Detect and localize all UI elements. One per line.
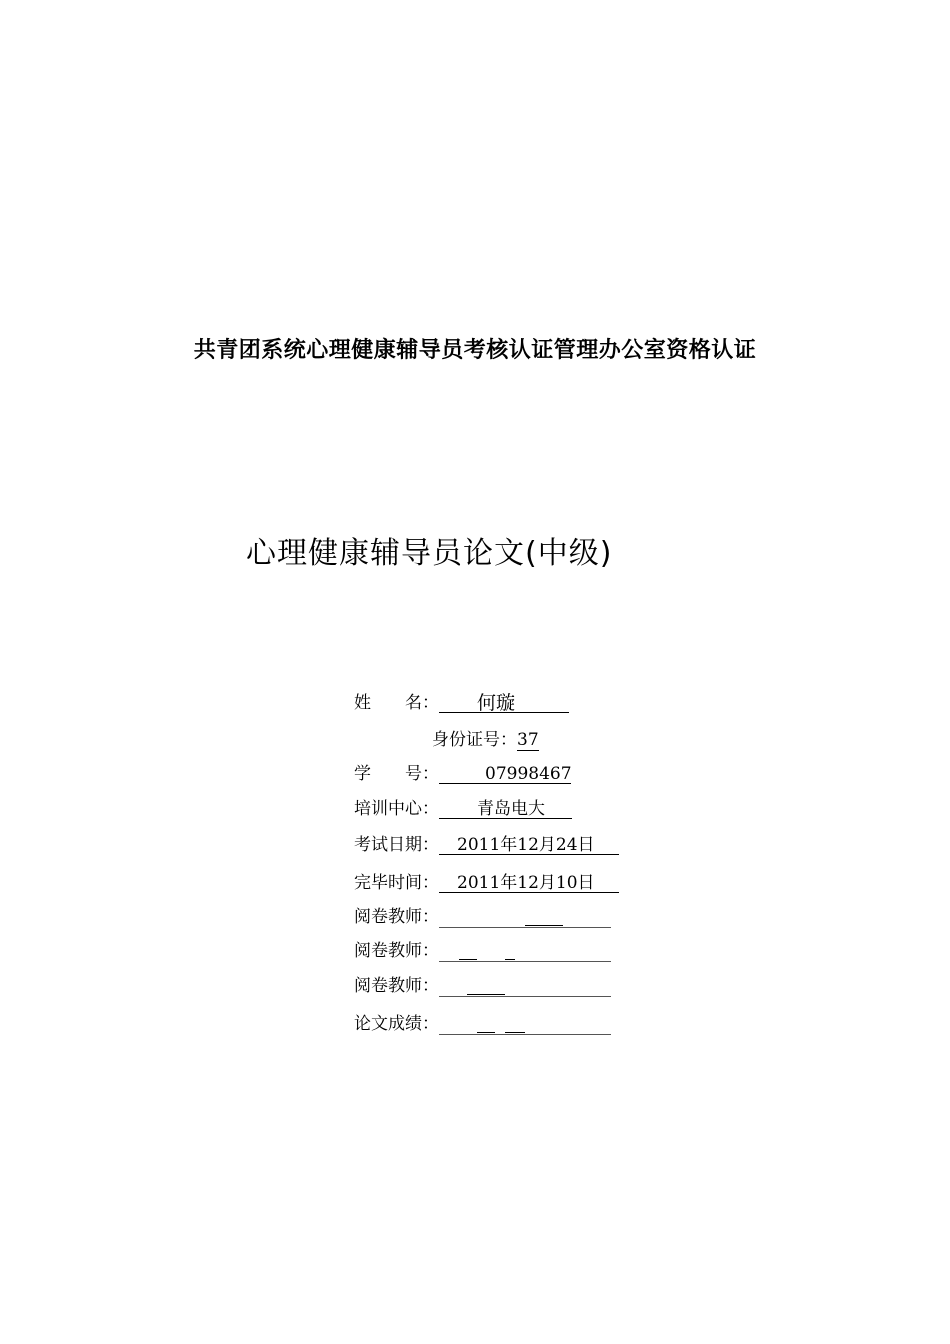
reviewer-1-value	[439, 905, 611, 928]
training-center-label: 培训中心：	[354, 799, 439, 819]
student-id-value: 07998467	[439, 762, 571, 784]
reviewer-3-label: 阅卷教师：	[354, 976, 439, 996]
reviewer-1-field	[354, 905, 611, 929]
student-id-label: 学 号：	[354, 764, 439, 784]
reviewer-3-value	[439, 974, 611, 997]
id-number-field	[432, 728, 539, 752]
document-title: 心理健康辅导员论文(中级)	[246, 536, 613, 571]
reviewer-3-field	[354, 974, 611, 998]
completion-time-value: 2011年12月10日	[439, 871, 619, 893]
reviewer-1-underline-mark	[525, 905, 563, 926]
reviewer-2-value	[439, 939, 611, 962]
paper-score-field	[354, 1012, 611, 1036]
reviewer-2-label: 阅卷教师：	[354, 941, 439, 961]
name-label: 姓 名：	[354, 693, 439, 713]
exam-date-field	[354, 833, 619, 857]
reviewer-2-field	[354, 939, 611, 963]
name-field	[354, 691, 569, 715]
reviewer-2-underline-mark-b	[505, 939, 515, 960]
reviewer-3-underline-mark	[467, 974, 505, 995]
organization-header: 共青团系统心理健康辅导员考核认证管理办公室资格认证	[193, 338, 757, 363]
exam-date-value: 2011年12月24日	[439, 833, 619, 855]
name-value: 何璇	[439, 691, 569, 713]
completion-time-label: 完毕时间：	[354, 873, 439, 893]
reviewer-1-label: 阅卷教师：	[354, 907, 439, 927]
paper-score-underline-mark-a	[477, 1012, 495, 1033]
paper-score-value	[439, 1012, 611, 1035]
exam-date-label: 考试日期：	[354, 835, 439, 855]
reviewer-2-underline-mark-a	[459, 939, 477, 960]
paper-score-label: 论文成绩：	[354, 1014, 439, 1034]
paper-score-underline-mark-b	[505, 1012, 525, 1033]
completion-time-field	[354, 871, 619, 895]
student-id-field	[354, 762, 571, 786]
id-number-value: 37	[517, 730, 539, 750]
id-number-label: 身份证号：	[432, 730, 517, 750]
training-center-field	[354, 797, 572, 821]
training-center-value: 青岛电大	[439, 797, 572, 819]
